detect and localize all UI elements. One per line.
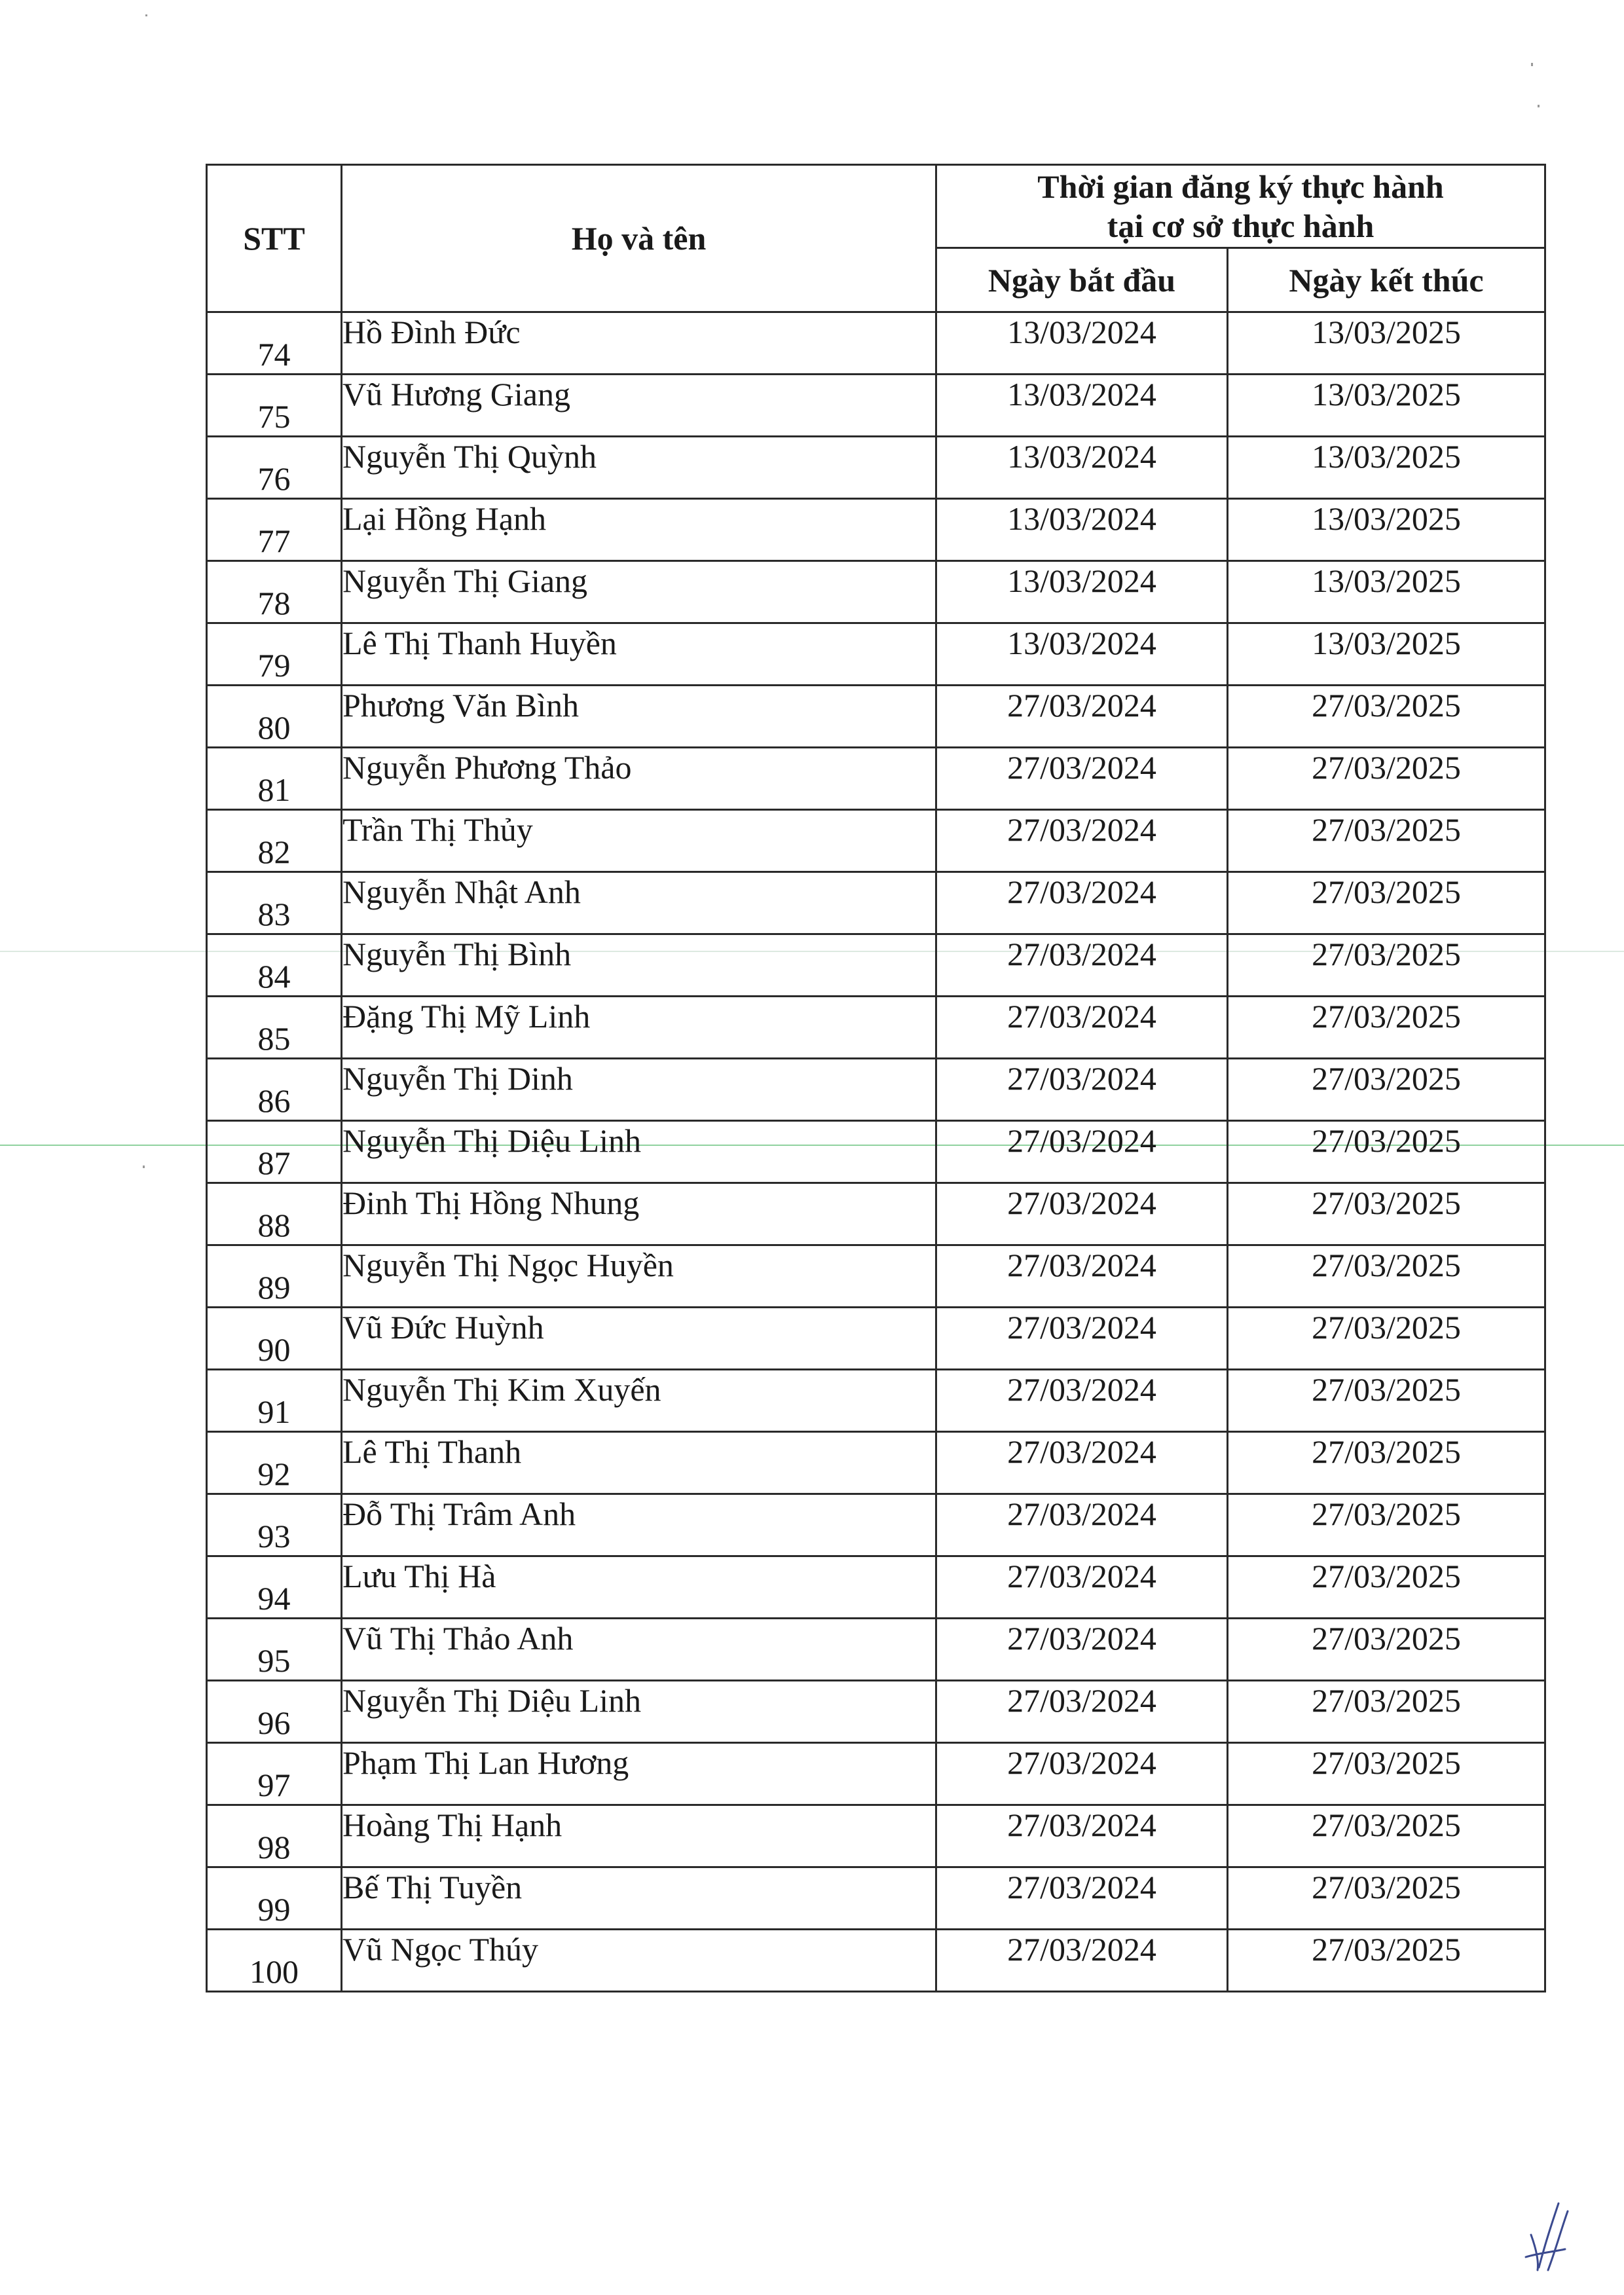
- table-row: [207, 810, 1545, 872]
- cell-start-date: 27/03/2024: [936, 1059, 1228, 1121]
- cell-name: Bế Thị Tuyền: [342, 1867, 936, 1930]
- table-row: [207, 1556, 1545, 1619]
- cell-end-date: 27/03/2025: [1228, 997, 1545, 1059]
- header-row: [207, 165, 1545, 248]
- cell-stt: 99: [207, 1867, 342, 1930]
- cell-stt: 78: [207, 561, 342, 623]
- cell-stt: 96: [207, 1681, 342, 1743]
- table-body: [207, 312, 1545, 1992]
- cell-name: Vũ Hương Giang: [342, 375, 936, 437]
- table-row: [207, 499, 1545, 561]
- scan-speck: [1538, 105, 1540, 107]
- cell-start-date: 27/03/2024: [936, 934, 1228, 997]
- cell-stt: 88: [207, 1183, 342, 1245]
- header-registration-period-label: Thời gian đăng ký thực hành tại cơ sở thực hành: [1037, 168, 1444, 244]
- table-row: [207, 1805, 1545, 1867]
- cell-stt: 94: [207, 1556, 342, 1619]
- cell-start-date: 13/03/2024: [936, 437, 1228, 499]
- table-row: [207, 686, 1545, 748]
- cell-end-date: 27/03/2025: [1228, 1805, 1545, 1867]
- table-row: [207, 1121, 1545, 1183]
- cell-start-date: 27/03/2024: [936, 997, 1228, 1059]
- cell-start-date: 27/03/2024: [936, 810, 1228, 872]
- cell-start-date: 27/03/2024: [936, 1432, 1228, 1494]
- cell-end-date: 27/03/2025: [1228, 1308, 1545, 1370]
- cell-end-date: 27/03/2025: [1228, 1743, 1545, 1805]
- cell-stt: 77: [207, 499, 342, 561]
- cell-name: Đặng Thị Mỹ Linh: [342, 997, 936, 1059]
- cell-start-date: 27/03/2024: [936, 1805, 1228, 1867]
- cell-stt: 98: [207, 1805, 342, 1867]
- table-row: [207, 623, 1545, 686]
- cell-end-date: 13/03/2025: [1228, 312, 1545, 375]
- cell-stt: 86: [207, 1059, 342, 1121]
- table-header: [207, 165, 1545, 312]
- cell-name: Lưu Thị Hà: [342, 1556, 936, 1619]
- table-row: [207, 1930, 1545, 1992]
- scan-speck: [1531, 63, 1533, 66]
- cell-end-date: 27/03/2025: [1228, 1183, 1545, 1245]
- table-row: [207, 1867, 1545, 1930]
- cell-name: Nguyễn Phương Thảo: [342, 748, 936, 810]
- table-row: [207, 1183, 1545, 1245]
- cell-start-date: 27/03/2024: [936, 1930, 1228, 1992]
- cell-start-date: 27/03/2024: [936, 1556, 1228, 1619]
- scan-speck: [145, 14, 147, 16]
- cell-name: Phạm Thị Lan Hương: [342, 1743, 936, 1805]
- cell-end-date: 27/03/2025: [1228, 1619, 1545, 1681]
- cell-name: Nguyễn Thị Giang: [342, 561, 936, 623]
- cell-start-date: 27/03/2024: [936, 872, 1228, 934]
- cell-name: Hồ Đình Đức: [342, 312, 936, 375]
- cell-name: Nguyễn Thị Ngọc Huyền: [342, 1245, 936, 1308]
- initials-signature: [1519, 2197, 1578, 2275]
- cell-stt: 100: [207, 1930, 342, 1992]
- header-start-date: Ngày bắt đầu: [936, 248, 1228, 312]
- table-row: [207, 1681, 1545, 1743]
- cell-name: Vũ Đức Huỳnh: [342, 1308, 936, 1370]
- cell-name: Nguyễn Nhật Anh: [342, 872, 936, 934]
- cell-name: Vũ Ngọc Thúy: [342, 1930, 936, 1992]
- cell-name: Nguyễn Thị Dinh: [342, 1059, 936, 1121]
- cell-stt: 76: [207, 437, 342, 499]
- cell-end-date: 27/03/2025: [1228, 810, 1545, 872]
- cell-start-date: 13/03/2024: [936, 312, 1228, 375]
- table-row: [207, 1059, 1545, 1121]
- cell-end-date: 27/03/2025: [1228, 748, 1545, 810]
- table-row: [207, 748, 1545, 810]
- cell-name: Phương Văn Bình: [342, 686, 936, 748]
- cell-start-date: 13/03/2024: [936, 623, 1228, 686]
- table-row: [207, 1432, 1545, 1494]
- cell-name: Vũ Thị Thảo Anh: [342, 1619, 936, 1681]
- cell-stt: 90: [207, 1308, 342, 1370]
- cell-stt: 91: [207, 1370, 342, 1432]
- cell-end-date: 27/03/2025: [1228, 1121, 1545, 1183]
- table-row: [207, 1743, 1545, 1805]
- table-row: [207, 872, 1545, 934]
- header-registration-period: [936, 165, 1545, 248]
- signature-stroke: [1526, 2203, 1568, 2270]
- registration-table: [206, 164, 1546, 1992]
- cell-stt: 83: [207, 872, 342, 934]
- cell-end-date: 27/03/2025: [1228, 934, 1545, 997]
- table-row: [207, 1370, 1545, 1432]
- cell-stt: 82: [207, 810, 342, 872]
- cell-stt: 81: [207, 748, 342, 810]
- cell-start-date: 13/03/2024: [936, 561, 1228, 623]
- cell-start-date: 27/03/2024: [936, 686, 1228, 748]
- cell-end-date: 27/03/2025: [1228, 1930, 1545, 1992]
- cell-start-date: 27/03/2024: [936, 1743, 1228, 1805]
- cell-start-date: 27/03/2024: [936, 1494, 1228, 1556]
- cell-name: Nguyễn Thị Quỳnh: [342, 437, 936, 499]
- cell-end-date: 27/03/2025: [1228, 1059, 1545, 1121]
- table-row: [207, 997, 1545, 1059]
- cell-end-date: 27/03/2025: [1228, 1432, 1545, 1494]
- table-row: [207, 312, 1545, 375]
- cell-start-date: 27/03/2024: [936, 748, 1228, 810]
- cell-stt: 95: [207, 1619, 342, 1681]
- cell-start-date: 27/03/2024: [936, 1121, 1228, 1183]
- cell-stt: 92: [207, 1432, 342, 1494]
- table-row: [207, 1619, 1545, 1681]
- cell-end-date: 13/03/2025: [1228, 499, 1545, 561]
- cell-stt: 93: [207, 1494, 342, 1556]
- cell-start-date: 27/03/2024: [936, 1308, 1228, 1370]
- table-row: [207, 1245, 1545, 1308]
- cell-name: Trần Thị Thủy: [342, 810, 936, 872]
- cell-stt: 84: [207, 934, 342, 997]
- table-row: [207, 437, 1545, 499]
- cell-name: Lê Thị Thanh: [342, 1432, 936, 1494]
- cell-start-date: 13/03/2024: [936, 499, 1228, 561]
- header-name: Họ và tên: [342, 165, 936, 312]
- cell-end-date: 27/03/2025: [1228, 1867, 1545, 1930]
- table-row: [207, 934, 1545, 997]
- scan-speck: [143, 1166, 145, 1168]
- table-row: [207, 375, 1545, 437]
- cell-end-date: 13/03/2025: [1228, 437, 1545, 499]
- cell-start-date: 27/03/2024: [936, 1370, 1228, 1432]
- cell-name: Đinh Thị Hồng Nhung: [342, 1183, 936, 1245]
- cell-stt: 80: [207, 686, 342, 748]
- cell-end-date: 13/03/2025: [1228, 623, 1545, 686]
- cell-end-date: 27/03/2025: [1228, 1245, 1545, 1308]
- cell-stt: 87: [207, 1121, 342, 1183]
- cell-start-date: 13/03/2024: [936, 375, 1228, 437]
- cell-stt: 97: [207, 1743, 342, 1805]
- table-row: [207, 561, 1545, 623]
- cell-stt: 79: [207, 623, 342, 686]
- cell-end-date: 27/03/2025: [1228, 1556, 1545, 1619]
- table-row: [207, 1308, 1545, 1370]
- cell-stt: 75: [207, 375, 342, 437]
- cell-start-date: 27/03/2024: [936, 1619, 1228, 1681]
- cell-name: Lại Hồng Hạnh: [342, 499, 936, 561]
- cell-end-date: 27/03/2025: [1228, 1494, 1545, 1556]
- cell-end-date: 13/03/2025: [1228, 561, 1545, 623]
- cell-end-date: 27/03/2025: [1228, 872, 1545, 934]
- cell-stt: 85: [207, 997, 342, 1059]
- cell-end-date: 27/03/2025: [1228, 1370, 1545, 1432]
- cell-name: Nguyễn Thị Diệu Linh: [342, 1681, 936, 1743]
- cell-name: Hoàng Thị Hạnh: [342, 1805, 936, 1867]
- cell-end-date: 27/03/2025: [1228, 1681, 1545, 1743]
- cell-name: Nguyễn Thị Bình: [342, 934, 936, 997]
- header-stt: STT: [207, 165, 342, 312]
- cell-name: Nguyễn Thị Diệu Linh: [342, 1121, 936, 1183]
- cell-start-date: 27/03/2024: [936, 1867, 1228, 1930]
- cell-name: Nguyễn Thị Kim Xuyến: [342, 1370, 936, 1432]
- cell-stt: 89: [207, 1245, 342, 1308]
- cell-stt: 74: [207, 312, 342, 375]
- table-row: [207, 1494, 1545, 1556]
- header-end-date: Ngày kết thúc: [1228, 248, 1545, 312]
- cell-start-date: 27/03/2024: [936, 1245, 1228, 1308]
- cell-end-date: 13/03/2025: [1228, 375, 1545, 437]
- cell-end-date: 27/03/2025: [1228, 686, 1545, 748]
- cell-name: Đỗ Thị Trâm Anh: [342, 1494, 936, 1556]
- cell-start-date: 27/03/2024: [936, 1183, 1228, 1245]
- cell-start-date: 27/03/2024: [936, 1681, 1228, 1743]
- cell-name: Lê Thị Thanh Huyền: [342, 623, 936, 686]
